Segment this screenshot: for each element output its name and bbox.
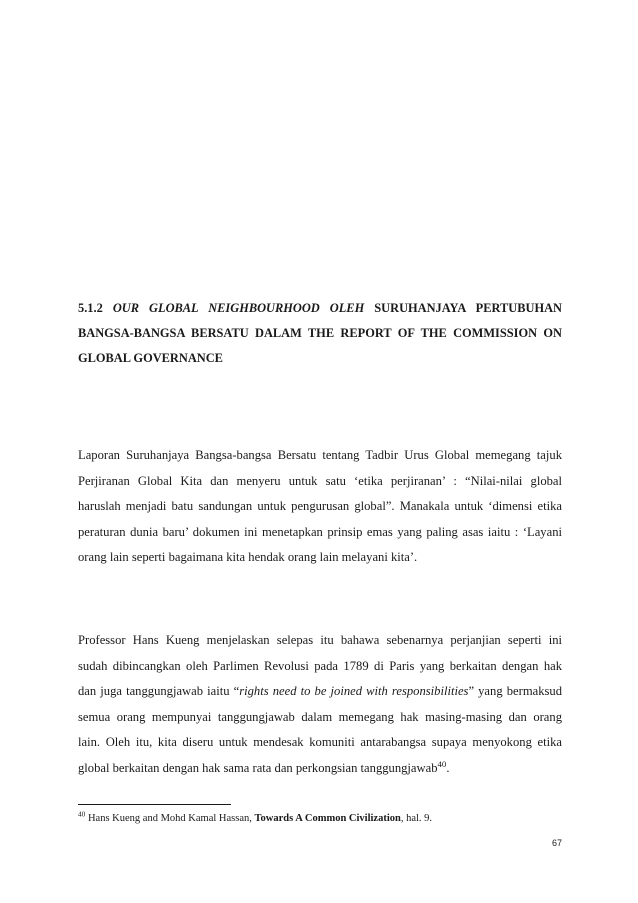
paragraph-1-line: Perjiranan Global Kita dan menyeru untuk satu ‘etika perjiranan’ : “Nilai-nilai global <box>78 473 562 488</box>
footnote-divider <box>78 804 231 805</box>
paragraph-2-line <box>78 756 562 782</box>
paragraph-1-line: orang lain seperti bagaimana kita hendak orang lain melayani kita’. <box>78 550 418 564</box>
paragraph-2-end-punct: . <box>446 760 450 775</box>
italic-quote: rights need to be joined with responsibilities <box>239 684 469 698</box>
paragraph-1 <box>78 443 562 571</box>
paragraph-2-line: sudah dibincangkan oleh Parlimen Revolusi pada 1789 di Paris yang berkaitan dengan hak <box>78 658 562 673</box>
paragraph-2-line <box>78 679 562 705</box>
heading-line-2: BANGSA-BANGSA BERSATU DALAM THE REPORT OF THE COMMISSION ON <box>78 326 562 340</box>
page-number: 67 <box>551 838 562 848</box>
heading-italic-title: OUR GLOBAL NEIGHBOURHOOD OLEH <box>112 301 365 315</box>
footnote-marker: 40 <box>78 809 86 819</box>
paragraph-1-line: haruslah menjadi batu sandungan untuk pengurusan global”. Manakala untuk ‘dimensi etika <box>78 499 562 513</box>
paragraph-2-line: Professor Hans Kueng menjelaskan selepas itu bahawa sebenarnya perjanjian seperti ini <box>78 633 562 647</box>
heading-line-3: GLOBAL GOVERNANCE <box>78 351 223 365</box>
paragraph-1-line: Laporan Suruhanjaya Bangsa-bangsa Bersatu tentang Tadbir Urus Global memegang tajuk <box>78 448 562 462</box>
heading-line-1-rest: SURUHANJAYA PERTUBUHAN <box>374 301 562 315</box>
paragraph-2-line: lain. Oleh itu, kita diseru untuk mendesak komuniti antarabangsa supaya menyokong etika <box>78 735 562 749</box>
quote-open-text: dan juga tanggungjawab iaitu “ <box>78 684 240 698</box>
footnote-rest: , hal. 9. <box>400 813 433 824</box>
quote-close-text: ” yang bermaksud <box>468 684 562 698</box>
heading-line-1 <box>78 296 562 321</box>
footnote-title: Towards A Common Civilization <box>254 813 401 824</box>
footnote-reference: 40 <box>437 758 447 769</box>
paragraph-2 <box>78 628 562 781</box>
footnote <box>78 809 433 826</box>
footnote-authors: Hans Kueng and Mohd Kamal Hassan, <box>85 813 255 824</box>
section-heading <box>78 296 562 371</box>
paragraph-1-line: peraturan dunia baru’ dokumen ini menetapkan prinsip emas yang paling asas iaitu : ‘Layani <box>78 524 562 539</box>
paragraph-2-last-text: global berkaitan dengan hak sama rata dan perkongsian tanggungjawab <box>78 760 438 775</box>
section-number: 5.1.2 <box>78 301 103 315</box>
paragraph-2-line: semua orang mempunyai tanggungjawab dalam memegang hak masing-masing dan orang <box>78 709 562 724</box>
